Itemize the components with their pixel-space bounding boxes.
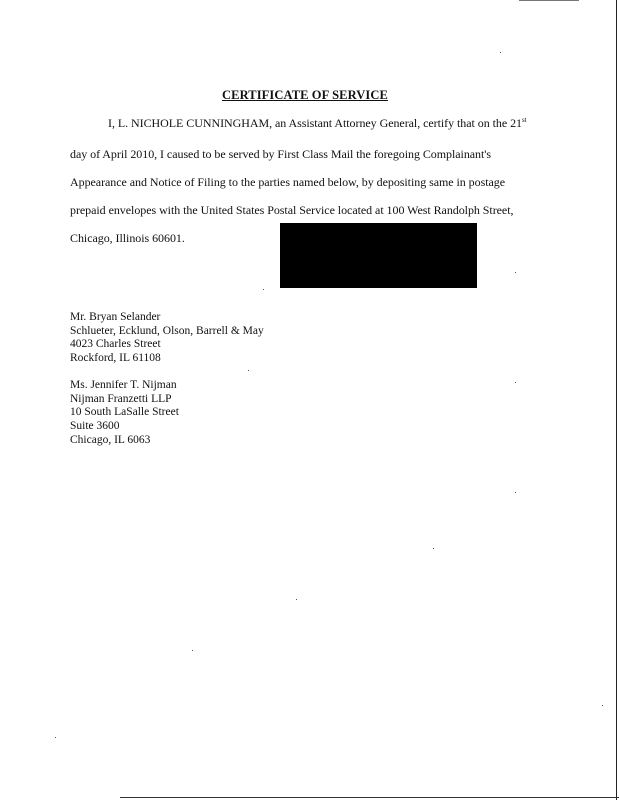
- scan-speck: [602, 705, 603, 706]
- recipient-city: Chicago, IL 6063: [70, 433, 151, 446]
- body-line-1-text: I, L. NICHOLE CUNNINGHAM, an Assistant Attorney General, certify that on the 21: [108, 116, 522, 130]
- recipient-street: 10 South LaSalle Street: [70, 406, 179, 419]
- scan-speck: [296, 599, 297, 600]
- scan-speck: [515, 272, 516, 273]
- document-title: CERTIFICATE OF SERVICE: [222, 88, 388, 102]
- scan-edge-right: [616, 0, 617, 800]
- body-line-1: [108, 116, 527, 131]
- scan-speck: [192, 650, 193, 651]
- scan-speck: [263, 289, 264, 290]
- recipient-firm: Schlueter, Ecklund, Olson, Barrell & May: [70, 324, 264, 337]
- scan-speck: [515, 492, 516, 493]
- scan-speck: [433, 548, 434, 549]
- scan-edge-bottom: [120, 797, 619, 798]
- body-line-5: Chicago, Illinois 60601.: [70, 231, 185, 245]
- recipient-name: Mr. Bryan Selander: [70, 311, 161, 323]
- recipient-city: Rockford, IL 61108: [70, 352, 161, 365]
- scan-edge-top: [519, 0, 579, 1]
- scan-speck: [515, 382, 516, 383]
- scan-speck: [248, 370, 249, 371]
- body-line-2: day of April 2010, I caused to be served by First Class Mail the foregoing Complainant's: [70, 147, 492, 161]
- scan-speck: [55, 737, 56, 738]
- recipient-address-1: [70, 311, 264, 366]
- recipient-name: Ms. Jennifer T. Nijman: [70, 379, 177, 391]
- body-line-4: prepaid envelopes with the United States Postal Service located at 100 West Randolph Street,: [70, 203, 514, 217]
- recipient-street: 4023 Charles Street: [70, 338, 161, 351]
- recipient-suite: Suite 3600: [70, 420, 120, 433]
- body-line-3: Appearance and Notice of Filing to the parties named below, by depositing same in postage: [70, 175, 505, 189]
- recipient-address-2: [70, 379, 179, 448]
- recipient-firm: Nijman Franzetti LLP: [70, 392, 172, 405]
- ordinal-suffix: st: [521, 116, 527, 124]
- scan-speck: [500, 52, 501, 53]
- redaction-block: [280, 223, 477, 288]
